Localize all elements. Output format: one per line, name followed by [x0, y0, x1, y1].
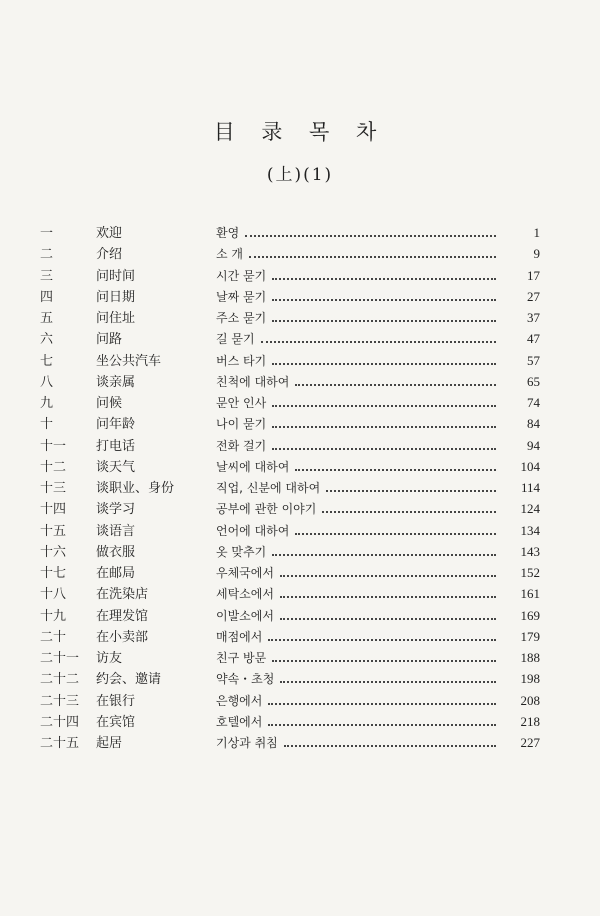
dot-leader	[272, 277, 496, 280]
entry-page-number: 114	[520, 480, 540, 495]
entry-page-number: 198	[520, 671, 540, 687]
entry-chinese-title: 问路	[96, 332, 123, 348]
toc-entry	[40, 668, 540, 689]
dot-leader	[326, 489, 496, 492]
entry-number: 二十四	[40, 714, 80, 730]
toc-entry	[40, 243, 540, 264]
dot-leader	[272, 659, 496, 662]
dot-leader	[272, 362, 496, 365]
entry-page-number: 74	[527, 395, 540, 410]
toc-entry	[40, 328, 540, 349]
dot-leader	[268, 638, 496, 641]
entry-number: 十九	[40, 608, 67, 624]
entry-korean-title: 주소 묻기	[216, 311, 267, 325]
entry-number: 一	[40, 226, 54, 241]
entry-chinese-title: 谈亲属	[96, 374, 136, 390]
entry-korean-title: 친척에 대하여	[216, 374, 290, 389]
page-title: 目 录 목 차	[213, 120, 387, 144]
entry-korean-title: 호텔에서	[216, 714, 263, 729]
toc-entry	[40, 371, 540, 392]
toc-entry	[40, 286, 540, 307]
entry-page-number: 124	[520, 501, 540, 517]
toc-entry	[40, 350, 540, 371]
entry-korean-title: 날짜 묻기	[216, 289, 267, 304]
entry-chinese-title: 问日期	[96, 289, 136, 305]
entry-korean-title: 기상과 취침	[216, 736, 278, 750]
toc-entry	[40, 583, 540, 604]
dot-leader	[284, 744, 496, 747]
entry-chinese-title: 谈天气	[96, 459, 136, 475]
dot-leader	[322, 510, 496, 513]
dot-leader	[295, 532, 496, 535]
dot-leader	[295, 468, 496, 471]
entry-chinese-title: 在宾馆	[96, 714, 136, 730]
entry-number: 十七	[40, 566, 67, 581]
toc-entry	[40, 265, 540, 286]
entry-number: 十四	[40, 502, 67, 518]
toc-entry	[40, 732, 540, 753]
dot-leader	[272, 553, 496, 556]
entry-number: 二	[40, 247, 54, 263]
entry-page-number: 188	[520, 650, 540, 665]
entry-korean-title: 언어에 대하여	[216, 523, 290, 538]
dot-leader	[268, 723, 496, 726]
entry-chinese-title: 坐公共汽车	[96, 353, 162, 369]
entry-page-number: 65	[527, 373, 540, 389]
entry-chinese-title: 访友	[96, 651, 123, 666]
toc-entry	[40, 498, 540, 519]
entry-chinese-title: 谈职业、身份	[96, 481, 175, 496]
toc-entry	[40, 690, 540, 711]
toc-entry	[40, 392, 540, 413]
entry-chinese-title: 在理发馆	[96, 608, 149, 624]
entry-page-number: 134	[520, 522, 540, 538]
entry-page-number: 208	[520, 692, 540, 708]
toc-entry	[40, 435, 540, 456]
toc-entry	[40, 477, 540, 498]
entry-number: 八	[40, 374, 54, 390]
toc-entry	[40, 626, 540, 647]
table-of-contents	[40, 222, 540, 753]
entry-page-number: 1	[533, 225, 540, 240]
toc-entry	[40, 647, 540, 668]
toc-entry	[40, 520, 540, 541]
entry-chinese-title: 在小卖部	[96, 629, 149, 645]
entry-chinese-title: 问年龄	[96, 417, 136, 433]
entry-number: 四	[40, 289, 54, 305]
dot-leader	[245, 234, 496, 237]
entry-korean-title: 우체국에서	[216, 566, 274, 580]
dot-leader	[280, 595, 496, 598]
entry-page-number: 27	[527, 288, 540, 304]
entry-number: 十八	[40, 587, 67, 603]
entry-page-number: 143	[520, 543, 540, 559]
entry-chinese-title: 起居	[96, 736, 123, 751]
dot-leader	[272, 319, 496, 322]
dot-leader	[272, 447, 496, 450]
entry-korean-title: 공부에 관한 이야기	[216, 502, 317, 517]
dot-leader	[272, 404, 496, 407]
entry-page-number: 161	[520, 586, 540, 602]
dot-leader	[261, 340, 496, 343]
entry-korean-title: 나이 묻기	[216, 417, 267, 432]
entry-page-number: 94	[527, 437, 540, 453]
page-subtitle: (上)(1)	[266, 165, 334, 185]
entry-korean-title: 옷 맞추기	[216, 544, 267, 559]
entry-page-number: 84	[527, 416, 540, 432]
dot-leader	[249, 255, 496, 258]
entry-korean-title: 문안 인사	[216, 396, 267, 410]
toc-entry	[40, 456, 540, 477]
entry-korean-title: 이발소에서	[216, 608, 274, 623]
entry-number: 二十二	[40, 672, 80, 688]
entry-number: 二十一	[40, 651, 80, 666]
entry-chinese-title: 谈学习	[96, 502, 136, 518]
entry-number: 十一	[40, 438, 67, 454]
toc-entry	[40, 222, 540, 243]
entry-korean-title: 버스 타기	[216, 353, 267, 368]
entry-page-number: 104	[520, 458, 540, 474]
entry-page-number: 47	[527, 331, 540, 347]
entry-page-number: 218	[520, 713, 540, 729]
dot-leader	[280, 574, 496, 577]
toc-entry	[40, 541, 540, 562]
dot-leader	[280, 617, 496, 620]
entry-korean-title: 매점에서	[216, 629, 263, 644]
entry-chinese-title: 问时间	[96, 268, 136, 284]
entry-number: 二十	[40, 629, 67, 645]
entry-page-number: 152	[520, 565, 540, 580]
entry-korean-title: 소 개	[216, 247, 243, 262]
toc-entry	[40, 307, 540, 328]
entry-korean-title: 친구 방문	[216, 651, 267, 665]
entry-chinese-title: 在银行	[96, 693, 136, 709]
entry-number: 二十三	[40, 693, 80, 709]
entry-number: 九	[40, 396, 54, 411]
entry-korean-title: 환영	[216, 226, 240, 240]
dot-leader	[295, 383, 496, 386]
entry-korean-title: 세탁소에서	[216, 587, 274, 602]
entry-korean-title: 날씨에 대하여	[216, 459, 290, 474]
entry-chinese-title: 介绍	[96, 247, 123, 263]
entry-page-number: 179	[520, 628, 540, 644]
entry-page-number: 57	[527, 352, 540, 368]
entry-korean-title: 전화 걸기	[216, 438, 267, 453]
entry-chinese-title: 问候	[96, 396, 123, 411]
toc-entry	[40, 413, 540, 434]
entry-korean-title: 시간 묻기	[216, 268, 267, 283]
entry-number: 十二	[40, 459, 67, 475]
entry-number: 三	[40, 268, 54, 284]
entry-number: 六	[40, 332, 54, 348]
entry-chinese-title: 欢迎	[96, 226, 123, 241]
entry-number: 十三	[40, 481, 67, 496]
entry-chinese-title: 问住址	[96, 311, 136, 326]
entry-page-number: 9	[533, 246, 540, 262]
entry-number: 十	[40, 417, 54, 433]
entry-page-number: 227	[520, 735, 540, 750]
entry-number: 十六	[40, 544, 67, 560]
dot-leader	[280, 680, 496, 683]
entry-chinese-title: 打电话	[96, 438, 136, 454]
entry-chinese-title: 在洗染店	[96, 587, 149, 603]
entry-page-number: 169	[520, 607, 540, 623]
toc-entry	[40, 711, 540, 732]
entry-korean-title: 길 묻기	[216, 332, 255, 347]
entry-chinese-title: 约会、邀请	[96, 672, 162, 688]
entry-number: 五	[40, 311, 54, 326]
entry-korean-title: 약속・초청	[216, 672, 275, 687]
dot-leader	[272, 298, 496, 301]
entry-korean-title: 직업, 신분에 대하여	[216, 481, 321, 495]
dot-leader	[268, 702, 496, 705]
entry-page-number: 17	[527, 267, 540, 283]
entry-chinese-title: 在邮局	[96, 566, 136, 581]
entry-chinese-title: 做衣服	[96, 544, 136, 560]
toc-entry	[40, 562, 540, 583]
entry-korean-title: 은행에서	[216, 693, 263, 708]
entry-chinese-title: 谈语言	[96, 523, 136, 539]
entry-number: 二十五	[40, 736, 80, 751]
toc-entry	[40, 605, 540, 626]
entry-page-number: 37	[527, 310, 540, 325]
entry-number: 十五	[40, 523, 67, 539]
entry-number: 七	[40, 353, 54, 369]
dot-leader	[272, 425, 496, 428]
